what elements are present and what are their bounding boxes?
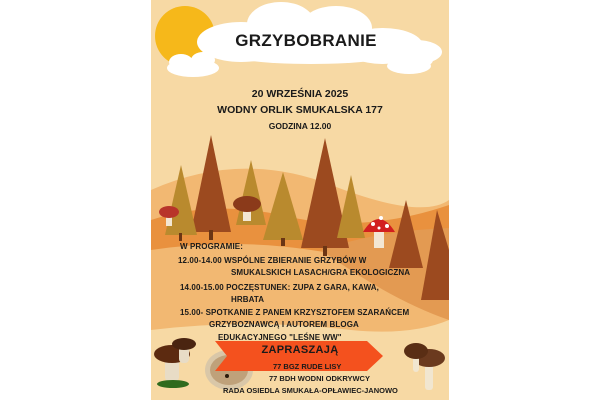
organizer: RADA OSIEDLA SMUKAŁA-OPŁAWIEC-JANOWO [223,386,398,395]
organizer: 77 BGZ RUDE LISY [273,362,342,371]
event-venue: WODNY ORLIK SMUKALSKA 177 [217,104,383,116]
program-heading: W PROGRAMIE: [180,242,243,251]
poster-title: GRZYBOBRANIE [235,31,377,50]
event-date: 20 WRZEŚNIA 2025 [251,88,349,100]
program-line: EDUKACYJNEGO "LEŚNE WW" [218,333,342,342]
event-poster [151,0,449,400]
program-line: HRBATA [231,295,265,304]
program-line: 12.00-14.00 WSPÓLNE ZBIERANIE GRZYBÓW W [178,256,367,265]
organizer: 77 BDH WODNI ODKRYWCY [269,374,370,383]
program-line: 15.00- SPOTKANIE Z PANEM KRZYSZTOFEM SZARAŃCEM [180,308,410,317]
program-line: GRZYBOZNAWCĄ I AUTOREM BLOGA [209,320,359,329]
small-cloud-icon [167,52,219,77]
program-line: 14.00-15.00 POCZĘSTUNEK: ZUPA Z GARA, KAWA, [180,283,380,292]
program-line: SMUKALSKICH LASACH/GRA EKOLOGICZNA [231,268,411,277]
event-hour: GODZINA 12.00 [268,121,332,131]
invite-heading: ZAPRASZAJĄ [261,344,339,356]
